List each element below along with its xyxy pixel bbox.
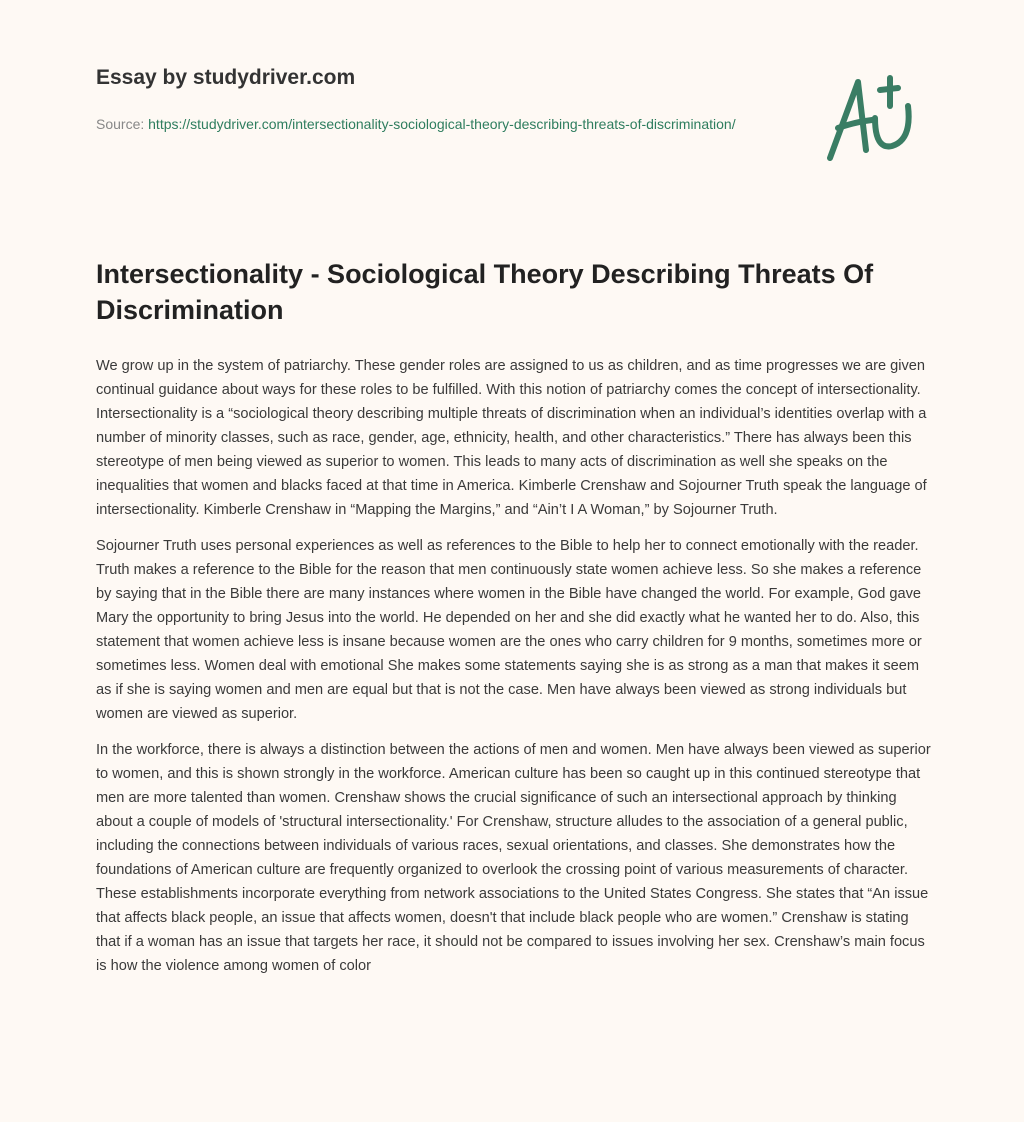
paragraph: Sojourner Truth uses personal experiences as well as references to the Bible to help her to connect emotionally with the reader. Truth makes a reference to the Bible for the reason that men continuously state women achieve less. So she makes a reference by saying that in the Bible there are many instances where women in the Bible have changed the world. For example, God gave Mary the opportunity to bring Jesus into the world. He depended on her and she did exactly what he wanted her to do. Also, this statement that women achieve less is insane because women are the ones who carry children for 9 months, sometimes more or sometimes less. Women deal with emotional She makes some statements saying she is as strong as a man that makes it seem as if she is saying women and men are equal but that is not the case. Men have always been viewed as strong individuals but women are viewed as superior. <box>96 538 922 722</box>
source-label: Source: <box>96 116 149 132</box>
article-title: Intersectionality - Sociological Theory Describing Threats Of Discrimination <box>96 259 874 325</box>
a-plus-logo-icon <box>820 70 930 170</box>
source-link[interactable]: https://studydriver.com/intersectionality-sociological-theory-describing-threats-of-discrimination/ <box>148 116 736 132</box>
paragraph: We grow up in the system of patriarchy. These gender roles are assigned to us as children, and as time progresses we are given continual guidance about ways for these roles to be fulfilled. With this notion of patriarchy comes the concept of intersectionality. Intersectionality is a “sociological theory describing multiple threats of discrimination when an individual’s identities overlap with a number of minority classes, such as race, gender, age, ethnicity, health, and other characteristics.” There has always been this stereotype of men being viewed as superior to women. This leads to many acts of discrimination as well she speaks on the inequalities that women and blacks faced at that time in America. Kimberle Crenshaw and Sojourner Truth speak the language of intersectionality. Kimberle Crenshaw in “Mapping the Margins,” and “Ain’t I A Woman,” by Sojourner Truth. <box>96 358 927 518</box>
site-brand: Essay by studydriver.com <box>96 66 356 89</box>
article-body <box>96 354 932 990</box>
paragraph: In the workforce, there is always a distinction between the actions of men and women. Men have always been viewed as superior to women, and this is shown strongly in the workforce. American culture has been so caught up in this continued stereotype that men are more talented than women. Crenshaw shows the crucial significance of such an intersectional approach by thinking about a couple of models of 'structural intersectionality.' For Crenshaw, structure alludes to the association of a general public, including the connections between individuals of various races, sexual orientations, and classes. She demonstrates how the foundations of American culture are frequently organized to overlook the crossing point of various measurements of character. These establishments incorporate everything from network associations to the United States Congress. She states that “An issue that affects black people, an issue that affects women, doesn't that include black people who are women.” Crenshaw is stating that if a woman has an issue that targets her race, it should not be compared to issues involving her sex. Crenshaw’s main focus is how the violence among women of color <box>96 742 931 974</box>
source-line <box>96 112 756 136</box>
